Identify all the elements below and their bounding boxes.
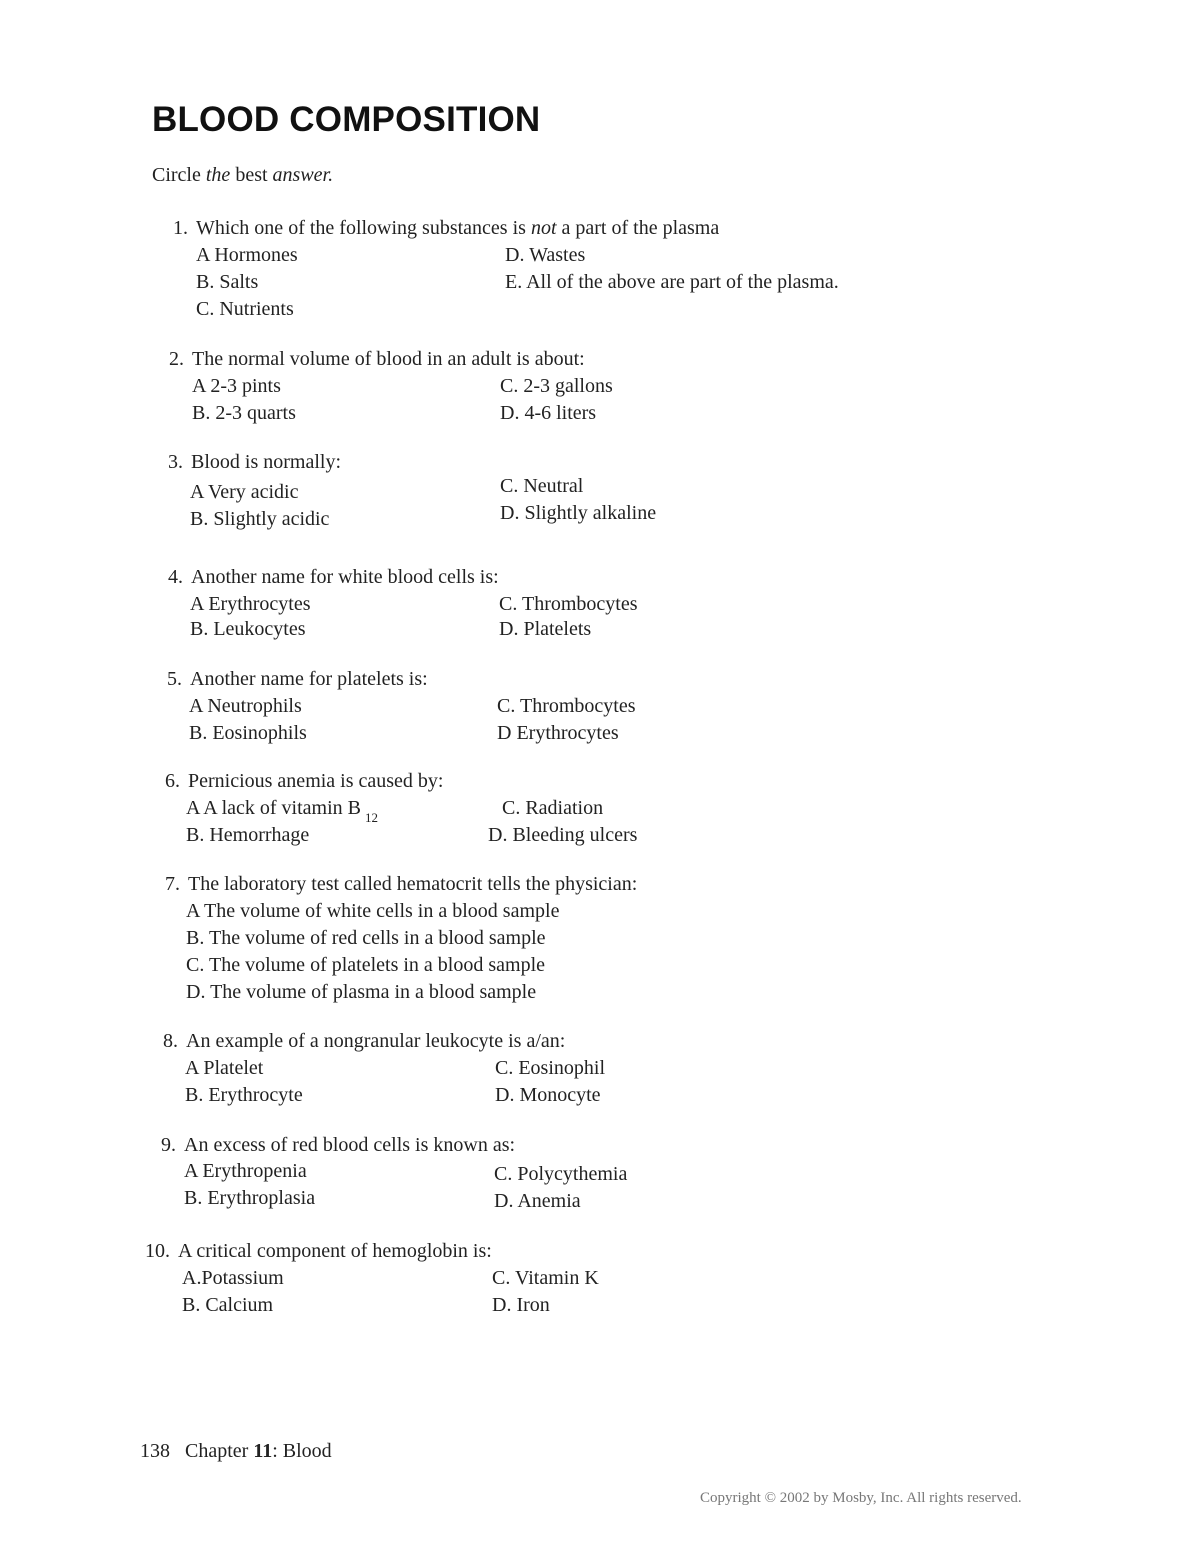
- question-number: 1.: [173, 217, 188, 239]
- answer-option-a[interactable]: A Platelet: [185, 1057, 264, 1079]
- answer-option-b[interactable]: B. 2-3 quarts: [192, 402, 296, 424]
- instructions: [152, 164, 333, 187]
- answer-option-a[interactable]: A Very acidic: [190, 481, 299, 503]
- page-footer: [140, 1440, 332, 1463]
- question-number: 4.: [168, 566, 183, 588]
- instructions-text: best: [230, 164, 273, 186]
- answer-option-c[interactable]: C. Polycythemia: [494, 1163, 628, 1185]
- question-stem: The normal volume of blood in an adult is about:: [192, 348, 585, 370]
- answer-option-b[interactable]: B. The volume of red cells in a blood sample: [186, 927, 546, 949]
- question-stem: A critical component of hemoglobin is:: [178, 1240, 492, 1262]
- chapter-title: : Blood: [272, 1440, 332, 1462]
- answer-option-b[interactable]: B. Leukocytes: [190, 618, 306, 640]
- answer-option-e[interactable]: E. All of the above are part of the plasma.: [505, 271, 839, 293]
- answer-option-c[interactable]: C. Thrombocytes: [497, 695, 636, 717]
- answer-option-d[interactable]: D. The volume of plasma in a blood sample: [186, 981, 537, 1003]
- page-title: BLOOD COMPOSITION: [152, 100, 541, 139]
- question-number: 8.: [163, 1030, 178, 1052]
- answer-option-c[interactable]: C. Nutrients: [196, 298, 294, 320]
- answer-option-b[interactable]: B. Hemorrhage: [186, 824, 310, 846]
- question-number: 10.: [145, 1240, 170, 1262]
- chapter-number: 11: [253, 1440, 273, 1462]
- answer-option-d[interactable]: D. Wastes: [505, 244, 586, 266]
- answer-option-a[interactable]: A 2-3 pints: [192, 375, 281, 397]
- question-7: [152, 871, 638, 1003]
- answer-option-b[interactable]: B. Eosinophils: [189, 722, 307, 744]
- question-8: [150, 1028, 606, 1106]
- instructions-text: Circle: [152, 164, 206, 186]
- answer-option-b[interactable]: B. Slightly acidic: [190, 508, 330, 530]
- copyright-notice: Copyright © 2002 by Mosby, Inc. All rights reserved.: [700, 1490, 1022, 1506]
- page-number: 138: [140, 1440, 170, 1462]
- answer-option-d[interactable]: D. Slightly alkaline: [500, 502, 657, 524]
- answer-option-d[interactable]: D. Platelets: [499, 618, 592, 640]
- instructions-emphasis: the: [205, 164, 231, 186]
- answer-option-b[interactable]: B. Erythroplasia: [184, 1187, 316, 1209]
- question-stem: The laboratory test called hematocrit tells the physician:: [188, 873, 638, 895]
- question-stem: An example of a nongranular leukocyte is a/an:: [186, 1030, 566, 1052]
- question-stem: Another name for platelets is:: [190, 668, 428, 690]
- question-stem: Pernicious anemia is caused by:: [188, 770, 444, 792]
- question-5: [154, 666, 636, 744]
- question-stem: An excess of red blood cells is known as:: [184, 1134, 516, 1156]
- answer-option-a[interactable]: A Erythrocytes: [190, 593, 311, 615]
- question-number: 9.: [161, 1134, 176, 1156]
- answer-option-d[interactable]: D Erythrocytes: [497, 722, 619, 744]
- answer-option-a[interactable]: A The volume of white cells in a blood sample: [186, 900, 560, 922]
- question-number: 2.: [169, 348, 184, 370]
- answer-option-c[interactable]: C. The volume of platelets in a blood sample: [186, 954, 546, 976]
- answer-option-c[interactable]: C. Thrombocytes: [499, 593, 638, 615]
- chapter-label: Chapter: [185, 1440, 254, 1462]
- answer-option-a[interactable]: A.Potassium: [182, 1267, 284, 1289]
- answer-option-d[interactable]: D. Iron: [492, 1294, 550, 1316]
- question-number: 6.: [165, 770, 180, 792]
- question-stem: Blood is normally:: [191, 451, 341, 473]
- question-6: [152, 768, 638, 846]
- answer-option-b[interactable]: B. Calcium: [182, 1294, 274, 1316]
- answer-option-d[interactable]: D. 4-6 liters: [500, 402, 597, 424]
- answer-option-c[interactable]: C. Vitamin K: [492, 1267, 599, 1289]
- question-stem-emphasis: not: [530, 217, 557, 239]
- answer-option-a[interactable]: A Erythropenia: [184, 1160, 307, 1182]
- answer-option-c[interactable]: C. Eosinophil: [495, 1057, 606, 1079]
- question-3: [155, 449, 657, 530]
- answer-option-b[interactable]: B. Salts: [196, 271, 259, 293]
- answer-option-d[interactable]: D. Anemia: [494, 1190, 581, 1212]
- answer-option-a[interactable]: A Hormones: [196, 244, 298, 266]
- question-stem: Another name for white blood cells is:: [191, 566, 499, 588]
- question-stem: Which one of the following substances is: [196, 217, 531, 239]
- question-1: [160, 215, 839, 320]
- question-4: [155, 564, 638, 640]
- question-10: [142, 1238, 599, 1316]
- instructions-emphasis: answer.: [272, 164, 334, 186]
- answer-option-c[interactable]: C. Neutral: [500, 475, 584, 497]
- question-number: 3.: [168, 451, 183, 473]
- vitamin-subscript: 12: [365, 810, 378, 825]
- answer-option-c[interactable]: C. 2-3 gallons: [500, 375, 613, 397]
- answer-option-c[interactable]: C. Radiation: [502, 797, 604, 819]
- answer-option-d[interactable]: D. Monocyte: [495, 1084, 601, 1106]
- answer-option-d[interactable]: D. Bleeding ulcers: [488, 824, 638, 846]
- question-number: 5.: [167, 668, 182, 690]
- question-9: [148, 1132, 628, 1212]
- question-number: 7.: [165, 873, 180, 895]
- answer-option-b[interactable]: B. Erythrocyte: [185, 1084, 303, 1106]
- answer-option-text: A A lack of vitamin B: [186, 797, 361, 819]
- answer-option-a[interactable]: A Neutrophils: [189, 695, 302, 717]
- question-2: [156, 346, 613, 424]
- question-stem: a part of the plasma: [556, 217, 720, 239]
